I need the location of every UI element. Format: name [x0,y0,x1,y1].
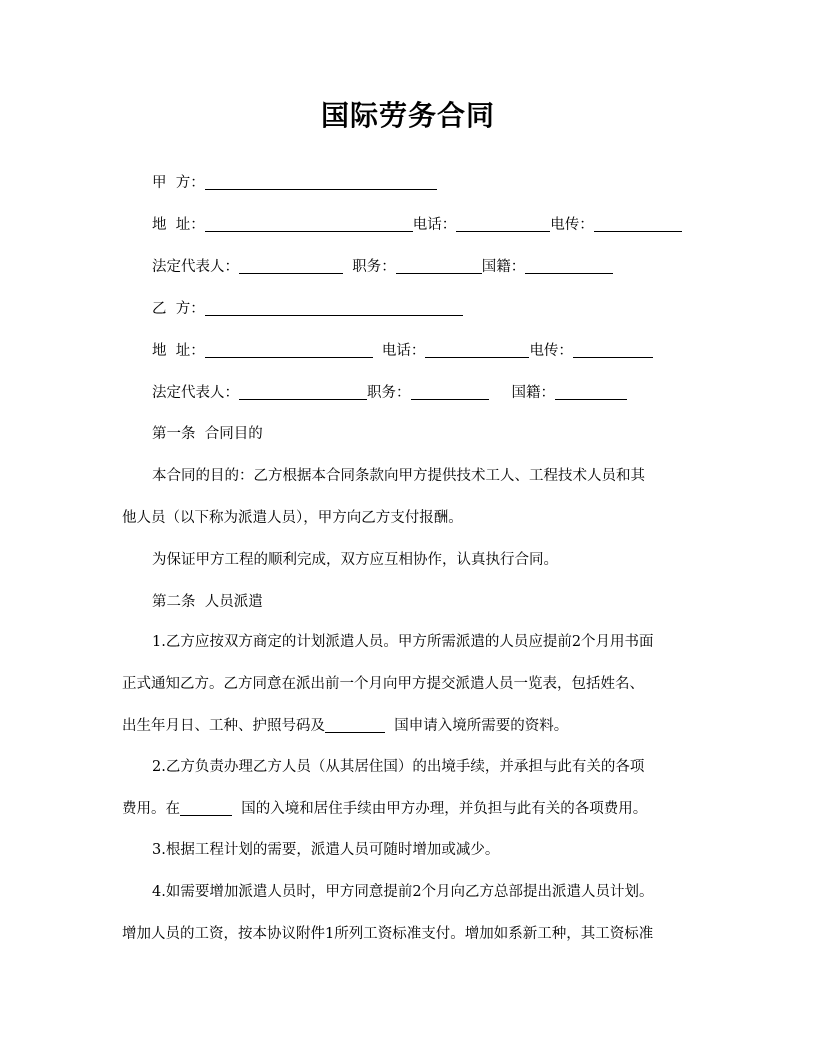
party-a-name-blank[interactable] [205,173,437,190]
party-b-nationality-label: 国籍： [511,385,556,401]
party-b-address-blank[interactable] [205,341,373,358]
party-b-line [152,299,463,319]
article2-item2-line2 [122,799,647,819]
party-a-address-label: 地 址： [152,217,205,233]
party-a-line [152,173,437,193]
article1-heading: 第一条 合同目的 [152,426,263,442]
article2-item1-line2: 正式通知乙方。乙方同意在派出前一个月向甲方提交派遣人员一览表，包括姓名、 [122,676,644,692]
party-a-nationality-blank[interactable] [525,257,613,274]
party-a-rep-line [152,257,613,277]
article2-item1-line1: 1.乙方应按双方商定的计划派遣人员。甲方所需派遣的人员应提前2个月用书面 [152,634,654,650]
article2-item2-line1: 2.乙方负责办理乙方人员（从其居住国）的出境手续，并承担与此有关的各项 [152,759,645,775]
party-b-phone-blank[interactable] [425,341,529,358]
article2-item1-line3-part2: 国申请入境所需要的资料。 [394,718,569,734]
party-b-address-label: 地 址： [152,343,205,359]
article2-item4-line2: 增加人员的工资，按本协议附件1所列工资标准支付。增加如系新工种，其工资标准 [122,926,654,942]
country-blank-1[interactable] [325,716,385,733]
party-b-label: 乙 方： [152,301,205,317]
party-a-position-label: 职务： [352,259,396,275]
article2-item2-line2-part1: 费用。在 [122,801,180,817]
document-title: 国际劳务合同 [320,99,495,132]
party-b-nationality-blank[interactable] [555,383,627,400]
article1-p1-line2: 他人员（以下称为派遣人员），甲方向乙方支付报酬。 [122,510,463,526]
article1-p2: 为保证甲方工程的顺利完成，双方应互相协作，认真执行合同。 [152,552,558,568]
party-a-phone-blank[interactable] [456,215,550,232]
party-b-fax-label: 电传： [529,343,573,359]
article2-item4-line1: 4.如需要增加派遣人员时，甲方同意提前2个月向乙方总部提出派遣人员计划。 [152,884,654,900]
party-a-phone-label: 电话： [412,217,457,233]
article2-item1-line3 [122,716,568,736]
party-b-fax-blank[interactable] [573,341,653,358]
article2-item2-line2-part2: 国的入境和居住手续由甲方办理，并负担与此有关的各项费用。 [241,801,648,817]
country-blank-2[interactable] [180,799,232,816]
party-b-name-blank[interactable] [205,299,463,316]
party-a-rep-label: 法定代表人： [152,259,239,275]
article2-heading: 第二条 人员派遣 [152,594,263,610]
article1-p1-line1: 本合同的目的：乙方根据本合同条款向甲方提供技术工人、工程技术人员和其 [152,468,645,484]
party-a-rep-blank[interactable] [239,257,343,274]
party-b-rep-line [152,383,627,403]
party-b-position-blank[interactable] [411,383,489,400]
article2-item1-line3-part1: 出生年月日、工种、护照号码及 [122,718,325,734]
party-a-fax-label: 电传： [550,217,594,233]
party-a-label: 甲 方： [152,175,205,191]
party-b-address-line [152,341,653,361]
party-a-address-blank[interactable] [205,215,413,232]
party-a-address-line [152,215,682,235]
party-a-nationality-label: 国籍： [481,259,526,275]
party-b-phone-label: 电话： [377,343,426,359]
party-b-rep-label: 法定代表人： [152,385,239,401]
party-a-fax-blank[interactable] [594,215,682,232]
party-b-rep-blank[interactable] [239,383,367,400]
party-b-position-label: 职务： [367,385,411,401]
article2-item3: 3.根据工程计划的需要，派遣人员可随时增加或减少。 [152,842,500,858]
party-a-position-blank[interactable] [396,257,482,274]
